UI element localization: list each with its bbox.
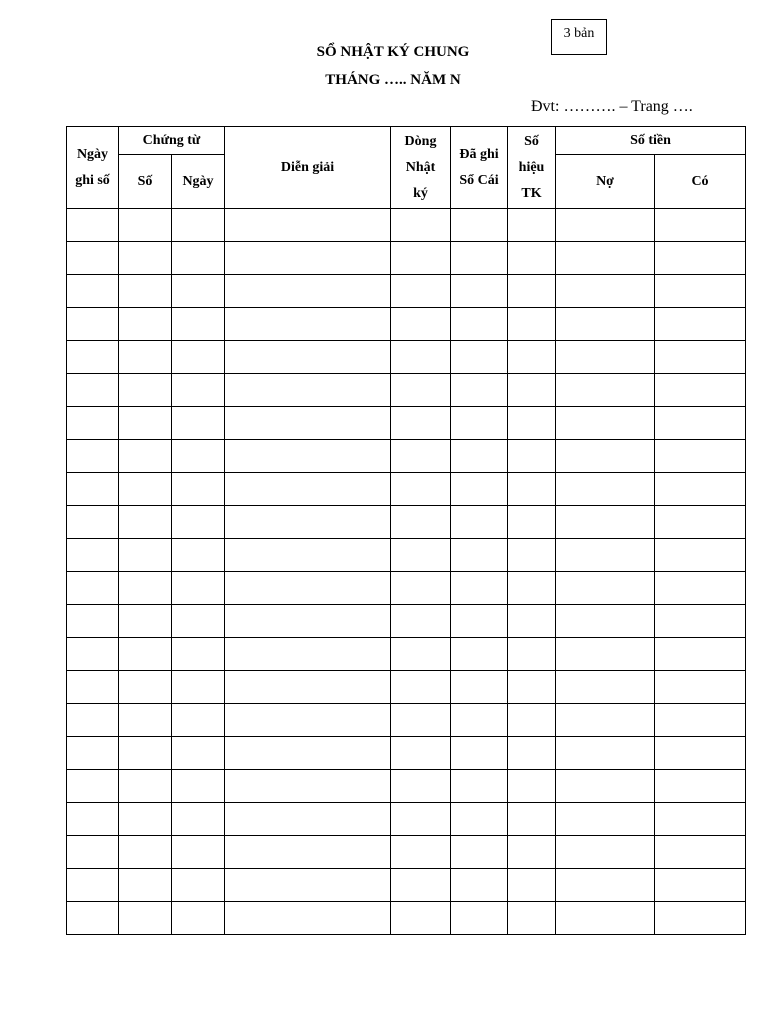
table-cell <box>119 506 172 539</box>
table-cell <box>119 572 172 605</box>
table-cell <box>172 836 225 869</box>
table-cell <box>225 605 391 638</box>
header-entry-date <box>67 127 119 209</box>
table-cell <box>172 407 225 440</box>
table-cell <box>655 902 746 935</box>
document-title: SỔ NHẬT KÝ CHUNG <box>316 44 470 60</box>
table-cell <box>655 506 746 539</box>
table-cell <box>508 242 556 275</box>
table-cell <box>556 572 655 605</box>
table-cell <box>225 341 391 374</box>
unit-page-line: Đvt: ………. – Trang …. <box>531 98 693 115</box>
table-cell <box>391 671 451 704</box>
table-row <box>67 902 746 935</box>
table-row <box>67 770 746 803</box>
header-journal-line-1: Dòng <box>404 133 437 149</box>
table-cell <box>508 770 556 803</box>
table-cell <box>119 902 172 935</box>
table-cell <box>172 440 225 473</box>
table-cell <box>391 242 451 275</box>
header-posted-ledger-line1: Đã ghi <box>459 146 499 162</box>
table-cell <box>67 275 119 308</box>
table-cell <box>508 440 556 473</box>
table-row <box>67 341 746 374</box>
table-cell <box>391 836 451 869</box>
table-cell <box>391 737 451 770</box>
table-cell <box>556 539 655 572</box>
table-cell <box>172 506 225 539</box>
table-cell <box>556 440 655 473</box>
table-cell <box>451 803 508 836</box>
table-cell <box>556 308 655 341</box>
table-row <box>67 704 746 737</box>
table-cell <box>225 704 391 737</box>
table-row <box>67 407 746 440</box>
table-cell <box>225 803 391 836</box>
table-cell <box>172 902 225 935</box>
table-cell <box>508 407 556 440</box>
table-cell <box>655 242 746 275</box>
table-cell <box>508 803 556 836</box>
table-cell <box>172 737 225 770</box>
table-cell <box>172 803 225 836</box>
table-cell <box>119 308 172 341</box>
table-cell <box>172 308 225 341</box>
table-cell <box>119 737 172 770</box>
table-cell <box>67 704 119 737</box>
table-cell <box>391 902 451 935</box>
table-cell <box>508 638 556 671</box>
table-cell <box>67 506 119 539</box>
table-cell <box>67 869 119 902</box>
table-cell <box>391 341 451 374</box>
table-cell <box>508 737 556 770</box>
header-journal-line-3: ký <box>413 185 428 201</box>
table-cell <box>556 902 655 935</box>
table-cell <box>225 506 391 539</box>
table-cell <box>67 572 119 605</box>
table-cell <box>225 671 391 704</box>
table-cell <box>172 704 225 737</box>
table-cell <box>391 770 451 803</box>
table-cell <box>225 407 391 440</box>
table-row <box>67 539 746 572</box>
table-cell <box>556 869 655 902</box>
table-cell <box>655 671 746 704</box>
table-cell <box>119 440 172 473</box>
table-cell <box>225 473 391 506</box>
table-cell <box>225 308 391 341</box>
table-cell <box>556 671 655 704</box>
table-cell <box>451 341 508 374</box>
table-cell <box>556 704 655 737</box>
table-cell <box>655 803 746 836</box>
table-cell <box>655 440 746 473</box>
table-cell <box>119 539 172 572</box>
table-cell <box>451 737 508 770</box>
table-cell <box>225 638 391 671</box>
table-row <box>67 869 746 902</box>
table-row <box>67 572 746 605</box>
table-cell <box>67 803 119 836</box>
table-cell <box>451 638 508 671</box>
table-cell <box>655 770 746 803</box>
table-cell <box>451 836 508 869</box>
table-cell <box>508 506 556 539</box>
table-cell <box>172 209 225 242</box>
header-entry-date-line1: Ngày <box>76 146 109 162</box>
table-cell <box>67 605 119 638</box>
table-cell <box>451 308 508 341</box>
table-cell <box>67 902 119 935</box>
table-cell <box>451 902 508 935</box>
table-cell <box>119 209 172 242</box>
table-cell <box>119 275 172 308</box>
header-voucher-number: Số <box>119 155 172 209</box>
table-row <box>67 671 746 704</box>
header-posted-ledger-line2: Sổ Cái <box>459 172 499 188</box>
header-debit: Nợ <box>556 155 655 209</box>
table-cell <box>391 440 451 473</box>
table-row <box>67 737 746 770</box>
table-cell <box>225 572 391 605</box>
table-cell <box>172 605 225 638</box>
table-cell <box>556 407 655 440</box>
table-cell <box>655 704 746 737</box>
table-cell <box>655 836 746 869</box>
table-cell <box>508 209 556 242</box>
table-cell <box>451 473 508 506</box>
table-cell <box>451 869 508 902</box>
table-cell <box>391 869 451 902</box>
table-cell <box>391 572 451 605</box>
table-cell <box>508 836 556 869</box>
table-cell <box>67 209 119 242</box>
table-cell <box>119 605 172 638</box>
table-row <box>67 638 746 671</box>
table-cell <box>655 737 746 770</box>
table-cell <box>67 374 119 407</box>
table-cell <box>451 407 508 440</box>
table-cell <box>556 275 655 308</box>
table-cell <box>655 539 746 572</box>
journal-table <box>66 126 746 935</box>
header-journal-line <box>391 127 451 209</box>
table-cell <box>556 506 655 539</box>
table-cell <box>451 572 508 605</box>
table-row <box>67 836 746 869</box>
table-cell <box>391 473 451 506</box>
table-cell <box>67 440 119 473</box>
table-cell <box>119 704 172 737</box>
table-cell <box>172 539 225 572</box>
table-cell <box>67 671 119 704</box>
table-cell <box>655 275 746 308</box>
table-cell <box>67 308 119 341</box>
table-cell <box>119 770 172 803</box>
table-cell <box>451 374 508 407</box>
table-cell <box>451 242 508 275</box>
table-cell <box>556 803 655 836</box>
table-cell <box>119 407 172 440</box>
header-posted-ledger <box>451 127 508 209</box>
table-cell <box>172 671 225 704</box>
table-cell <box>508 275 556 308</box>
table-cell <box>556 638 655 671</box>
table-cell <box>655 407 746 440</box>
table-cell <box>225 770 391 803</box>
table-cell <box>172 869 225 902</box>
table-cell <box>508 572 556 605</box>
table-cell <box>556 473 655 506</box>
table-cell <box>67 473 119 506</box>
table-row <box>67 506 746 539</box>
table-cell <box>391 209 451 242</box>
table-cell <box>508 869 556 902</box>
header-account-code-line2: hiệu <box>518 159 545 175</box>
table-cell <box>225 869 391 902</box>
table-cell <box>67 539 119 572</box>
table-cell <box>391 605 451 638</box>
table-cell <box>451 605 508 638</box>
header-entry-date-line2: ghi số <box>75 172 110 188</box>
table-cell <box>508 539 556 572</box>
table-cell <box>119 242 172 275</box>
table-cell <box>655 209 746 242</box>
table-cell <box>451 275 508 308</box>
table-cell <box>508 902 556 935</box>
table-cell <box>451 539 508 572</box>
table-cell <box>556 341 655 374</box>
table-cell <box>556 836 655 869</box>
table-cell <box>172 638 225 671</box>
header-voucher-date: Ngày <box>172 155 225 209</box>
table-cell <box>225 902 391 935</box>
table-cell <box>119 473 172 506</box>
table-cell <box>391 539 451 572</box>
table-cell <box>172 275 225 308</box>
table-row <box>67 242 746 275</box>
table-cell <box>451 506 508 539</box>
journal-table-body <box>67 209 746 935</box>
table-cell <box>172 341 225 374</box>
table-cell <box>172 242 225 275</box>
table-cell <box>225 836 391 869</box>
table-row <box>67 440 746 473</box>
table-cell <box>391 803 451 836</box>
table-cell <box>391 374 451 407</box>
table-cell <box>508 671 556 704</box>
table-cell <box>655 605 746 638</box>
table-cell <box>225 209 391 242</box>
table-cell <box>172 770 225 803</box>
table-cell <box>172 572 225 605</box>
header-account-code <box>508 127 556 209</box>
table-cell <box>556 770 655 803</box>
header-account-code-line3: TK <box>521 185 542 201</box>
copies-label: 3 bản <box>563 26 595 41</box>
table-row <box>67 209 746 242</box>
header-credit: Có <box>655 155 746 209</box>
header-voucher: Chứng từ <box>119 127 225 155</box>
table-cell <box>556 737 655 770</box>
table-cell <box>391 704 451 737</box>
table-cell <box>67 770 119 803</box>
table-row <box>67 473 746 506</box>
table-cell <box>67 638 119 671</box>
table-cell <box>655 308 746 341</box>
table-cell <box>67 407 119 440</box>
table-cell <box>508 704 556 737</box>
table-cell <box>67 737 119 770</box>
table-cell <box>119 374 172 407</box>
document-subtitle: THÁNG ….. NĂM N <box>325 72 461 88</box>
table-cell <box>655 572 746 605</box>
table-cell <box>119 671 172 704</box>
table-row <box>67 308 746 341</box>
table-cell <box>508 374 556 407</box>
table-cell <box>67 836 119 869</box>
table-cell <box>508 308 556 341</box>
table-cell <box>67 341 119 374</box>
table-cell <box>391 506 451 539</box>
table-cell <box>119 836 172 869</box>
table-cell <box>225 440 391 473</box>
table-cell <box>391 275 451 308</box>
table-cell <box>225 275 391 308</box>
table-cell <box>225 242 391 275</box>
table-cell <box>451 704 508 737</box>
table-cell <box>655 374 746 407</box>
table-cell <box>508 605 556 638</box>
table-cell <box>225 737 391 770</box>
header-description: Diễn giải <box>225 127 391 209</box>
table-cell <box>225 539 391 572</box>
table-cell <box>119 638 172 671</box>
table-row <box>67 605 746 638</box>
table-cell <box>451 209 508 242</box>
table-cell <box>556 374 655 407</box>
table-cell <box>119 803 172 836</box>
table-cell <box>655 473 746 506</box>
table-cell <box>508 341 556 374</box>
table-row <box>67 374 746 407</box>
table-cell <box>119 869 172 902</box>
table-cell <box>172 374 225 407</box>
table-cell <box>556 605 655 638</box>
table-cell <box>451 671 508 704</box>
table-cell <box>451 440 508 473</box>
table-cell <box>391 308 451 341</box>
table-cell <box>391 407 451 440</box>
table-row <box>67 803 746 836</box>
table-cell <box>391 638 451 671</box>
table-cell <box>172 473 225 506</box>
table-cell <box>655 341 746 374</box>
table-row <box>67 275 746 308</box>
table-cell <box>508 473 556 506</box>
header-amount: Số tiền <box>556 127 746 155</box>
header-account-code-line1: Số <box>524 133 539 149</box>
table-cell <box>556 242 655 275</box>
table-cell <box>67 242 119 275</box>
table-cell <box>556 209 655 242</box>
table-cell <box>655 869 746 902</box>
table-cell <box>225 374 391 407</box>
table-cell <box>451 770 508 803</box>
table-cell <box>655 638 746 671</box>
table-cell <box>119 341 172 374</box>
header-journal-line-2: Nhật <box>405 159 436 175</box>
